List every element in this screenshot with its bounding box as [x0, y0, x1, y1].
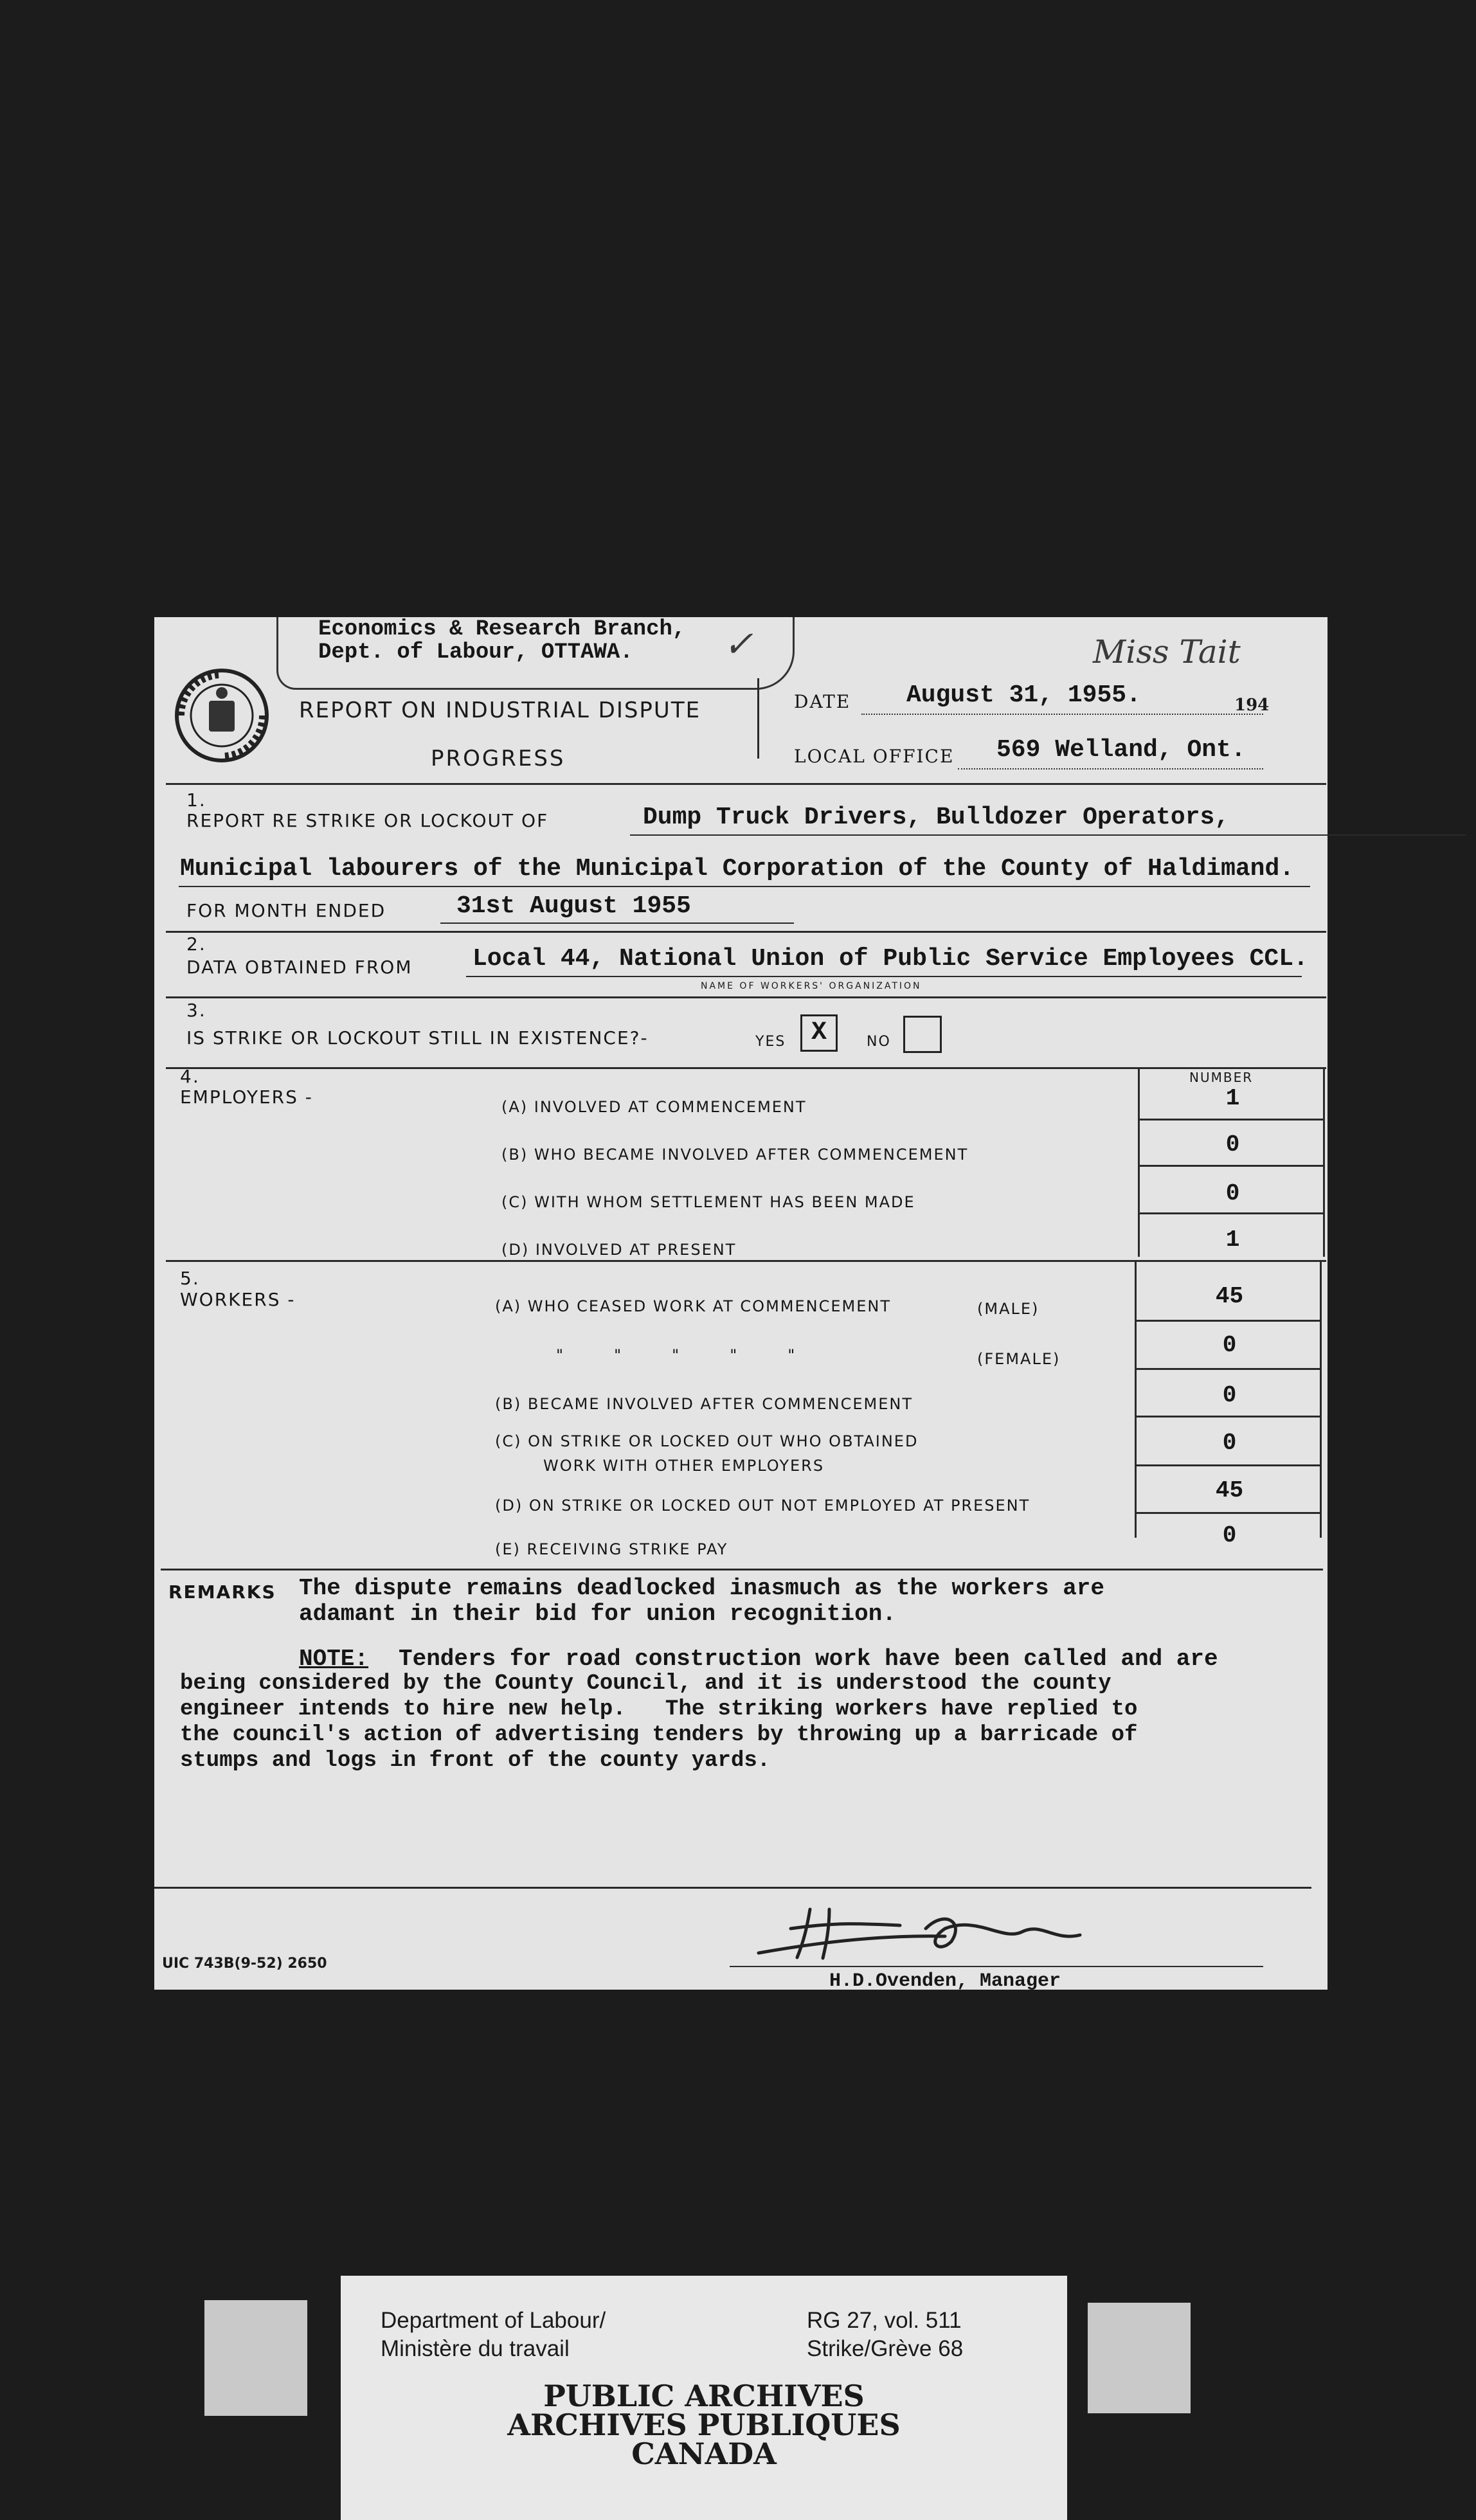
workers-row-b-value: 0 — [1222, 1382, 1237, 1408]
workers-column-left — [1135, 1260, 1137, 1538]
note-line-1: Tenders for road construction work have been called and are — [399, 1646, 1218, 1672]
office-line — [958, 768, 1263, 770]
rule-3 — [166, 1067, 1326, 1069]
number-column-header: NUMBER — [1189, 1070, 1254, 1085]
workers-row-c-label: (C) ON STRIKE OR LOCKED OUT WHO OBTAINED — [495, 1432, 919, 1450]
workers-row-b-label: (B) BECAME INVOLVED AFTER COMMENCEMENT — [495, 1395, 913, 1413]
employers-row-b-rule — [1138, 1165, 1324, 1167]
note-line-5: stumps and logs in front of the county yards. — [180, 1749, 771, 1773]
rule-2 — [166, 996, 1326, 998]
workers-row-female-value: 0 — [1222, 1332, 1237, 1358]
archive-dept-fr: Ministère du travail — [381, 2336, 570, 2361]
section-1-value-line-1: Dump Truck Drivers, Bulldozer Operators, — [643, 804, 1230, 831]
label-tab-left — [204, 2300, 307, 2416]
section-2-number: 2. — [186, 933, 206, 955]
yes-label: YES — [755, 1034, 786, 1050]
office-value: 569 Welland, Ont. — [996, 736, 1246, 764]
workers-row-b-rule — [1135, 1416, 1321, 1418]
office-label: LOCAL OFFICE — [794, 746, 955, 767]
rule-1 — [166, 931, 1326, 933]
section-1-number: 1. — [186, 789, 206, 811]
section-2-underline — [466, 976, 1302, 977]
form-title: REPORT ON INDUSTRIAL DISPUTE — [299, 698, 701, 723]
employers-row-d-value: 1 — [1225, 1227, 1240, 1253]
month-label: FOR MONTH ENDED — [186, 900, 386, 921]
address-line-2: Dept. of Labour, OTTAWA. — [318, 640, 633, 665]
form-code: UIC 743B(9-52) 2650 — [162, 1956, 327, 1972]
number-column-left — [1138, 1067, 1140, 1257]
rule-header — [166, 783, 1326, 785]
handwritten-note-top: Miss Tait — [1093, 633, 1241, 670]
section-3-number: 3. — [186, 1000, 206, 1021]
workers-row-e-label: (E) RECEIVING STRIKE PAY — [495, 1540, 728, 1558]
label-tab-right — [1088, 2303, 1191, 2413]
organization-caption: NAME OF WORKERS' ORGANIZATION — [701, 981, 922, 991]
note-label: NOTE: — [299, 1646, 369, 1672]
workers-row-a-value: 45 — [1215, 1283, 1244, 1310]
month-value: 31st August 1955 — [456, 892, 691, 920]
workers-row-female-suffix: (FEMALE) — [977, 1350, 1061, 1368]
section-2-value: Local 44, National Union of Public Service Employees CCL. — [473, 945, 1308, 973]
workers-row-c-value: 0 — [1222, 1430, 1237, 1456]
no-label: NO — [867, 1034, 891, 1050]
archive-label — [341, 2276, 1067, 2520]
report-form — [154, 617, 1328, 1990]
section-1-label: REPORT RE STRIKE OR LOCKOUT OF — [186, 810, 549, 831]
signature-line — [730, 1966, 1263, 1967]
workers-row-a-rule — [1135, 1320, 1321, 1322]
section-1-underline-2 — [179, 886, 1310, 887]
workers-row-e-value: 0 — [1222, 1522, 1237, 1549]
archive-strike-number: Strike/Grève 68 — [807, 2336, 964, 2361]
form-subtitle: PROGRESS — [431, 746, 566, 771]
address-line-1: Economics & Research Branch, — [318, 617, 686, 642]
employers-row-b-value: 0 — [1225, 1131, 1240, 1158]
archive-title-fr: ARCHIVES PUBLIQUES — [507, 2408, 901, 2442]
check-mark: ✓ — [723, 624, 753, 665]
section-1-value-line-2: Municipal labourers of the Municipal Corporation of the County of Haldimand. — [180, 855, 1295, 883]
workers-row-d-value: 45 — [1215, 1477, 1244, 1504]
workers-row-d-rule — [1135, 1512, 1321, 1514]
employers-row-c-label: (C) WITH WHOM SETTLEMENT HAS BEEN MADE — [501, 1193, 915, 1211]
section-2-label: DATA OBTAINED FROM — [186, 957, 413, 978]
signer-name: H.D.Ovenden, Manager — [829, 1970, 1061, 1992]
yes-mark: X — [811, 1018, 827, 1047]
workers-row-female-label: " " " " " — [556, 1346, 797, 1364]
employers-row-c-value: 0 — [1225, 1180, 1240, 1207]
date-value: August 31, 1955. — [906, 681, 1141, 709]
yes-checkbox[interactable] — [800, 1014, 838, 1052]
section-5-label: WORKERS - — [180, 1289, 296, 1310]
archive-reference: RG 27, vol. 511 — [807, 2308, 962, 2333]
workers-column-right — [1320, 1260, 1322, 1538]
archive-country: CANADA — [631, 2436, 777, 2471]
workers-row-a-suffix: (MALE) — [977, 1300, 1040, 1318]
section-4-label: EMPLOYERS - — [180, 1086, 313, 1108]
employers-row-b-label: (B) WHO BECAME INVOLVED AFTER COMMENCEMENT — [501, 1146, 969, 1164]
section-1-underline-1 — [630, 834, 1466, 836]
workers-row-female-rule — [1135, 1368, 1321, 1370]
date-line — [861, 714, 1263, 715]
employers-row-a-rule — [1138, 1119, 1324, 1120]
number-column-right — [1323, 1067, 1325, 1257]
remarks-label: REMARKS — [168, 1581, 276, 1603]
note-line-3: engineer intends to hire new help. The striking workers have replied to — [180, 1697, 1138, 1722]
no-checkbox[interactable] — [903, 1016, 942, 1053]
archive-dept-en: Department of Labour/ — [381, 2308, 606, 2333]
employers-row-a-label: (A) INVOLVED AT COMMENCEMENT — [501, 1098, 807, 1116]
remarks-line-1: The dispute remains deadlocked inasmuch as the workers are — [299, 1575, 1105, 1601]
employers-row-c-rule — [1138, 1212, 1324, 1214]
workers-row-a-label: (A) WHO CEASED WORK AT COMMENCEMENT — [495, 1297, 892, 1315]
archive-title-en: PUBLIC ARCHIVES — [543, 2379, 865, 2413]
rule-5 — [161, 1569, 1323, 1571]
workers-row-d-label: (D) ON STRIKE OR LOCKED OUT NOT EMPLOYED AT PRESENT — [495, 1497, 1030, 1515]
employers-row-a-value: 1 — [1225, 1085, 1240, 1112]
year-printed: 194 — [1234, 696, 1270, 715]
section-3-label: IS STRIKE OR LOCKOUT STILL IN EXISTENCE?- — [186, 1027, 649, 1048]
employers-row-d-label: (D) INVOLVED AT PRESENT — [501, 1241, 737, 1259]
section-4-number: 4. — [180, 1066, 200, 1087]
workers-row-c-rule — [1135, 1464, 1321, 1466]
note-line-4: the council's action of advertising tenders by throwing up a barricade of — [180, 1723, 1138, 1747]
workers-row-c-label-2: WORK WITH OTHER EMPLOYERS — [543, 1457, 825, 1475]
date-label: DATE — [794, 691, 851, 712]
section-5-number: 5. — [180, 1268, 200, 1289]
note-line-2: being considered by the County Council, and it is understood the county — [180, 1671, 1112, 1696]
remarks-line-2: adamant in their bid for union recognition. — [299, 1601, 896, 1627]
month-underline — [440, 923, 794, 924]
rule-4 — [166, 1260, 1326, 1262]
rule-footer — [154, 1887, 1311, 1889]
header-divider — [757, 678, 759, 759]
department-seal — [174, 667, 270, 764]
